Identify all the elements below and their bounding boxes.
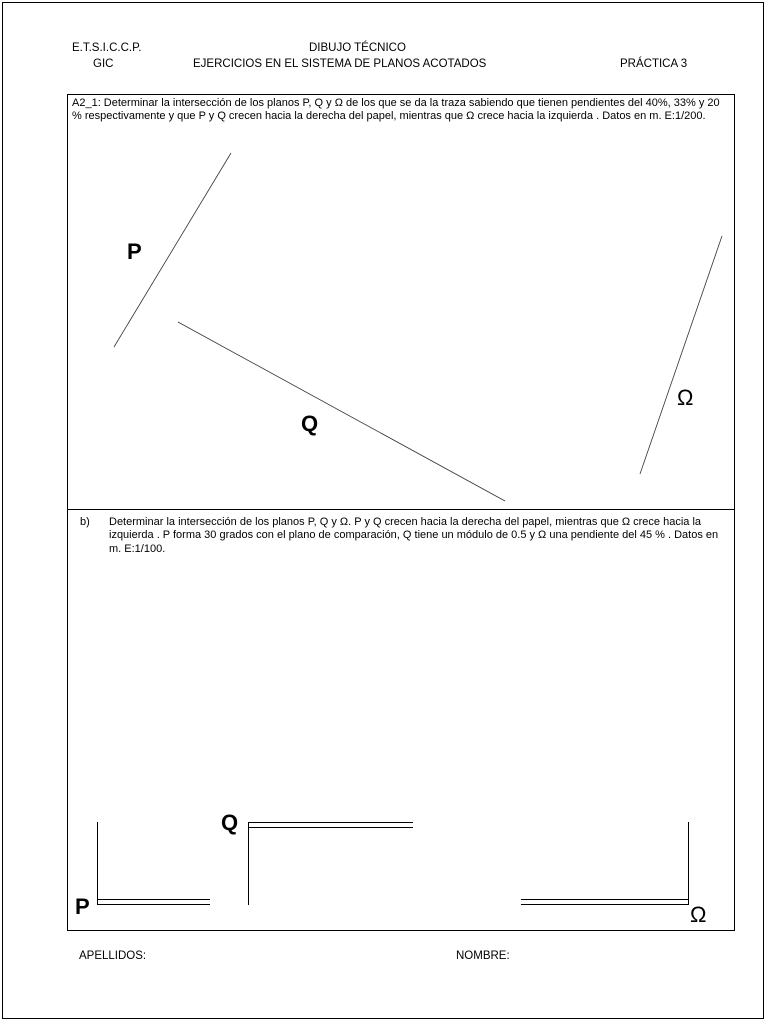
label-omega-b: Ω <box>690 902 707 927</box>
exercise-b-marker: b) <box>80 516 90 528</box>
surname-label: APELLIDOS: <box>79 950 147 962</box>
exercise-b-statement: Determinar la intersección de los planos P, Q y Ω. P y Q crecen hacia la derecha del papel, mientras que Ω crece hacia la izquierda . P forma 30 grados con el plano de comparación, Q tiene un módulo de 0.5 y Ω una pendiente del 45 % . Datos en m. E:1/100. <box>109 516 719 555</box>
label-q-a: Q <box>301 411 319 436</box>
subject-title: DIBUJO TÉCNICO <box>309 42 406 54</box>
degree-code: GIC <box>93 58 114 70</box>
label-q-b: Q <box>221 810 239 835</box>
label-p-b: P <box>75 894 90 919</box>
school-name: E.T.S.I.C.C.P. <box>72 42 142 54</box>
name-label: NOMBRE: <box>456 950 510 962</box>
label-p-a: P <box>127 239 142 264</box>
topic-title: EJERCICIOS EN EL SISTEMA DE PLANOS ACOTADOS <box>193 58 487 70</box>
trace-q <box>178 322 505 501</box>
practice-number: PRÁCTICA 3 <box>620 58 688 70</box>
label-omega-a: Ω <box>677 385 694 410</box>
trace-omega <box>640 236 722 474</box>
exercise-a-statement: A2_1: Determinar la intersección de los planos P, Q y Ω de los que se da la traza sabiendo que tienen pendientes del 40%, 33% y 20 % respectivamente y que P y Q crecen hacia la derecha del papel, mientras que Ω crece hacia la izquierda . Datos en m. E:1/200. <box>72 97 720 123</box>
